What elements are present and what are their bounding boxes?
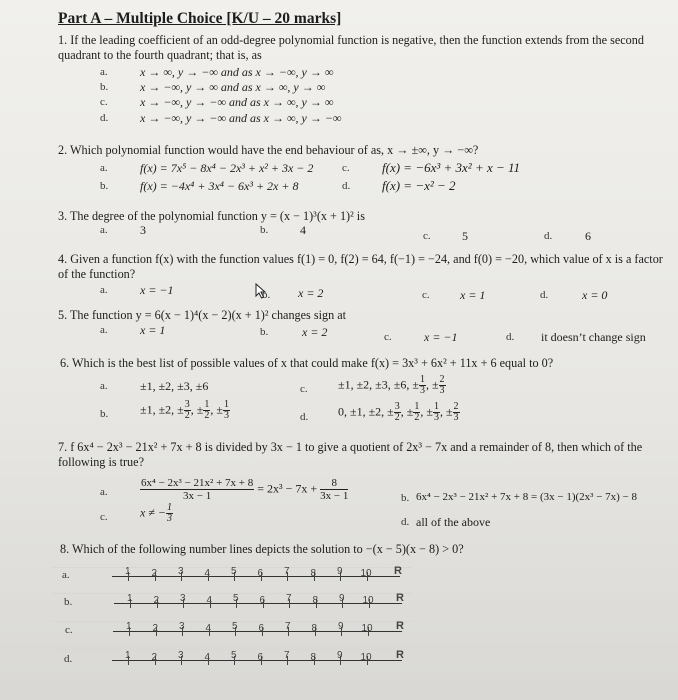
q7-option-a-expr: $\frac{\text{6x⁴ − 2x³ − 21x² + 7x + 8}}{3x - 1}$ = 2x³ − 7x + $\frac{8}{3x - 1}$ [141, 477, 349, 502]
q6-option-d-label[interactable]: d. [300, 411, 309, 423]
fraction: $\frac{1}{3}$ [433, 401, 439, 423]
number-line-tick-label: 10 [361, 623, 373, 634]
number-line-end-label: R [394, 565, 402, 577]
number-line-tick-label: 3 [179, 621, 185, 632]
fraction: $\frac{2}{3}$ [439, 374, 445, 396]
fraction: $\frac{8}{3x - 1}$ [320, 477, 349, 502]
number-line-tick-label: 9 [337, 650, 343, 661]
question-3-stem: 3. The degree of the polynomial function y = (x − 1)³(x + 1)² is [58, 209, 365, 223]
number-line-tick-label: 8 [310, 652, 317, 663]
number-line-tick-label: 8 [311, 623, 318, 634]
fraction: $\frac{2}{3}$ [453, 401, 459, 423]
number-line-tick-label: 7 [286, 593, 292, 604]
q6-option-a-text: ±1, ±2, ±3, ±6 [140, 379, 209, 393]
question-7-stem: 7. f 6x⁴ − 2x³ − 21x² + 7x + 8 is divided by 3x − 1 to give a quotient of 2x³ − 7x and a remainder of 8, then which of the following is true? [58, 440, 643, 469]
q4-option-b-label[interactable]: b. [262, 289, 271, 301]
number-line-tick-label: 7 [284, 566, 290, 577]
number-line-tick-label: 8 [312, 595, 319, 606]
number-line-tick-label: 3 [178, 650, 184, 661]
number-line-tick-label: 2 [151, 652, 158, 663]
number-line-tick-label: 2 [152, 623, 159, 634]
fraction: $\frac{1}{2}$ [414, 401, 420, 423]
number-line-tick-label: 1 [125, 650, 131, 661]
q1-option-d-label[interactable]: d. [100, 112, 109, 124]
q4-option-d-label[interactable]: d. [540, 289, 549, 301]
number-line-tick-label: 7 [284, 650, 290, 661]
number-line-tick-label: 4 [204, 568, 211, 579]
q5-option-b-text: x = 2 [302, 325, 328, 339]
q1-option-d-text: x → −∞, y → −∞ and as x → ∞, y → −∞ [140, 111, 342, 125]
fraction: $\frac{3}{2}$ [394, 401, 400, 423]
number-line-tick-label: 6 [258, 623, 265, 634]
q1-option-a-label[interactable]: a. [100, 66, 108, 78]
q2-option-c-text: f(x) = −6x³ + 3x² + x − 11 [382, 160, 521, 175]
number-line-tick-label: 5 [232, 621, 238, 632]
number-line-label[interactable]: b. [64, 596, 73, 608]
q2-option-b-text: f(x) = −4x⁴ + 3x⁴ − 6x³ + 2x + 8 [140, 179, 299, 193]
question-5-stem: 5. The function y = 6(x − 1)⁴(x − 2)(x + 1)² changes sign at [58, 308, 347, 322]
question-8-stem: 8. Which of the following number lines depicts the solution to −(x − 5)(x − 8) > 0? [60, 542, 464, 556]
number-line-label[interactable]: a. [62, 569, 70, 581]
number-line-tick-label: 8 [310, 568, 317, 579]
number-line-end-label: R [396, 620, 404, 632]
q6-option-d-expr: 0, ±1, ±2, ± $\frac{3}{2}$ , ± $\frac{1}{2}$ , ± $\frac{1}{3}$ , ± $\frac{2}{3}$ [338, 401, 459, 423]
q7-option-c-expr: x ≠ − $\frac{1}{3}$ [140, 502, 173, 524]
q2-option-a-label[interactable]: a. [100, 162, 108, 174]
number-line-tick-label: 5 [231, 566, 237, 577]
q4-option-c-text: x = 1 [460, 288, 486, 302]
number-line-tick-label: 10 [360, 568, 372, 579]
number-line-tick-label: 6 [259, 595, 266, 606]
q3-option-b-label[interactable]: b. [260, 224, 269, 236]
number-line-end-label: R [396, 649, 404, 661]
q2-option-b-label[interactable]: b. [100, 180, 109, 192]
q2-option-a-text: f(x) = 7x⁵ − 8x⁴ − 2x³ + x² + 3x − 2 [140, 161, 314, 175]
fraction: $\frac{3}{2}$ [184, 399, 190, 421]
number-line-tick-label: 9 [337, 566, 343, 577]
q5-option-c-text: x = −1 [424, 330, 458, 344]
number-line-tick-label: 3 [180, 593, 186, 604]
q7-option-c-label[interactable]: c. [100, 511, 108, 523]
fraction: $\frac{1}{3}$ [223, 399, 229, 421]
number-line-tick-label: 2 [151, 568, 158, 579]
number-line-tick-label: 4 [204, 652, 211, 663]
q1-option-c-label[interactable]: c. [100, 96, 108, 108]
mouse-cursor-icon [254, 283, 271, 301]
number-line-tick-label: 10 [362, 595, 374, 606]
q5-option-a-text: x = 1 [140, 323, 166, 337]
q5-option-a-label[interactable]: a. [100, 324, 108, 336]
q4-option-c-label[interactable]: c. [422, 289, 430, 301]
page-title: Part A – Multiple Choice [K/U – 20 marks] [58, 10, 342, 27]
q7-option-d-label[interactable]: d. [401, 516, 410, 528]
q3-option-c-text: 5 [462, 229, 468, 243]
question-6-stem: 6. Which is the best list of possible values of x that could make f(x) = 3x³ + 6x² + 11x + 6 equal to 0? [60, 356, 554, 370]
number-line-tick-label: 1 [125, 566, 131, 577]
q5-option-c-label[interactable]: c. [384, 331, 392, 343]
q3-option-d-text: 6 [585, 229, 591, 243]
number-line-tick-label: 9 [338, 621, 344, 632]
q1-option-b-label[interactable]: b. [100, 81, 109, 93]
number-line-tick-label: 6 [257, 568, 264, 579]
number-line-tick-label: 1 [127, 593, 133, 604]
q7-option-d-text: all of the above [416, 515, 491, 529]
question-2-stem: 2. Which polynomial function would have the end behaviour of as, x → ±∞, y → −∞? [58, 143, 479, 157]
fraction: $\frac{\text{6x⁴ − 2x³ − 21x² + 7x + 8}}{3x - 1}$ [141, 477, 254, 502]
q4-option-a-text: x = −1 [140, 283, 174, 297]
q7-option-a-label[interactable]: a. [100, 486, 108, 498]
number-line-tick-label: 2 [153, 595, 160, 606]
q7-option-b-label[interactable]: b. [401, 492, 410, 504]
question-4-stem: 4. Given a function f(x) with the function values f(1) = 0, f(2) = 64, f(−1) = −24, and f(0) = −20, which value of x is a factor of the function? [58, 252, 663, 281]
q3-option-a-text: 3 [140, 223, 146, 237]
q5-option-d-text: it doesn’t change sign [541, 330, 646, 344]
number-line-label[interactable]: d. [64, 653, 73, 665]
q6-option-c-expr: ±1, ±2, ±3, ±6, ± $\frac{1}{3}$ , ± $\frac{2}{3}$ [338, 374, 445, 396]
q6-option-b-expr: ±1, ±2, ± $\frac{3}{2}$ , ± $\frac{1}{2}$ , ± $\frac{1}{3}$ [140, 399, 229, 421]
q1-option-c-text: x → −∞, y → −∞ and as x → ∞, y → ∞ [140, 95, 334, 109]
q6-option-a-label[interactable]: a. [100, 380, 108, 392]
number-line-divider [52, 593, 412, 594]
q3-option-b-text: 4 [300, 223, 306, 237]
number-line-end-label: R [396, 592, 404, 604]
question-1-stem: 1. If the leading coefficient of an odd-degree polynomial function is negative, then the function extends from the second quadrant to the fourth quadrant; that is, as [58, 33, 644, 62]
fraction: $\frac{1}{3}$ [167, 502, 173, 524]
q5-option-d-label[interactable]: d. [506, 331, 515, 343]
q3-option-c-label[interactable]: c. [423, 230, 431, 242]
q4-option-a-label[interactable]: a. [100, 284, 108, 296]
q6-option-c-label[interactable]: c. [300, 383, 308, 395]
fraction: $\frac{1}{2}$ [204, 399, 210, 421]
number-line-tick-label: 1 [126, 621, 132, 632]
number-line-tick-label: 10 [360, 652, 372, 663]
q2-option-c-label[interactable]: c. [342, 162, 350, 174]
number-line-tick-label: 6 [257, 652, 264, 663]
q1-option-a-text: x → ∞, y → −∞ and as x → −∞, y → ∞ [140, 65, 334, 79]
q2-option-d-text: f(x) = −x² − 2 [382, 178, 456, 193]
number-line-label[interactable]: c. [65, 624, 73, 636]
number-line-tick-label: 4 [205, 623, 212, 634]
q3-option-d-label[interactable]: d. [544, 230, 553, 242]
q4-option-b-text: x = 2 [298, 286, 324, 300]
q5-option-b-label[interactable]: b. [260, 326, 269, 338]
q3-option-a-label[interactable]: a. [100, 224, 108, 236]
number-line-tick-label: 4 [206, 595, 213, 606]
q2-option-d-label[interactable]: d. [342, 180, 351, 192]
number-line-tick-label: 9 [339, 593, 345, 604]
number-line-tick-label: 7 [285, 621, 291, 632]
number-line-tick-label: 3 [178, 566, 184, 577]
q6-option-b-label[interactable]: b. [100, 408, 109, 420]
q4-option-d-text: x = 0 [582, 288, 608, 302]
fraction: $\frac{1}{3}$ [419, 374, 425, 396]
number-line-tick-label: 5 [231, 650, 237, 661]
q7-option-b-text: 6x⁴ − 2x³ − 21x² + 7x + 8 = (3x − 1)(2x³ − 7x) − 8 [416, 491, 638, 503]
number-line-tick-label: 5 [233, 593, 239, 604]
q1-option-b-text: x → −∞, y → ∞ and as x → ∞, y → ∞ [140, 80, 326, 94]
